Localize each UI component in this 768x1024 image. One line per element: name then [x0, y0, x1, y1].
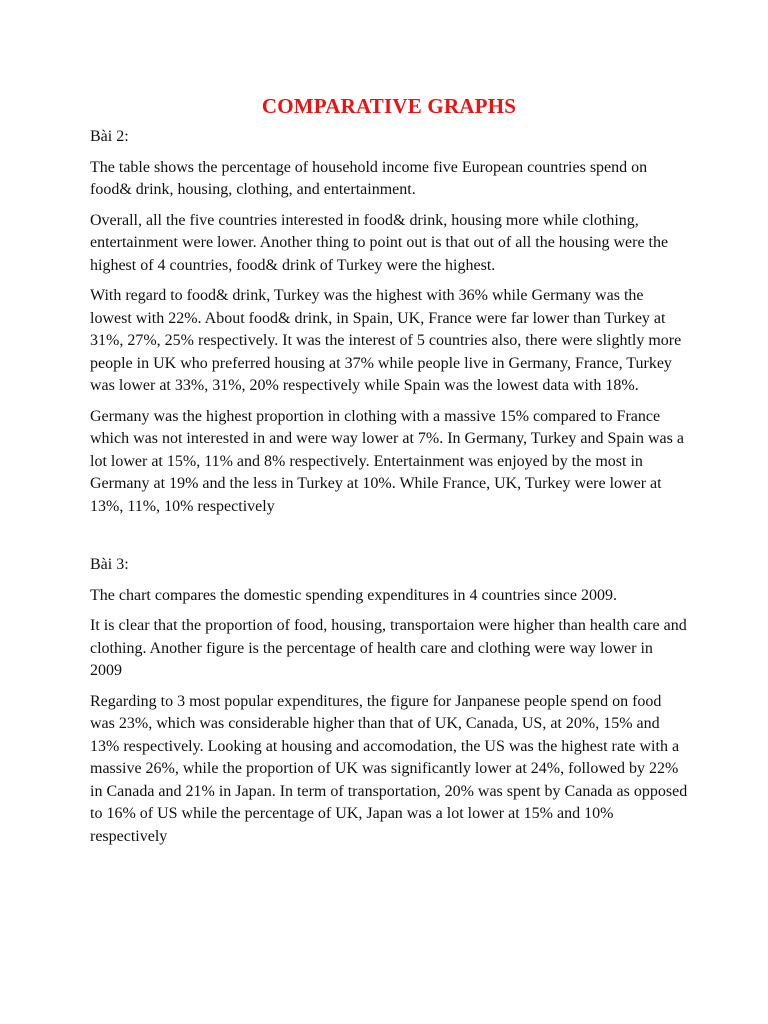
- paragraph: Germany was the highest proportion in clothing with a massive 15% compared to France which was not interested in and were way lower at 7%. In Germany, Turkey and Spain was a lot lower at 15%, 11% and 8% respectively. Entertainment was enjoyed by the most in Germany at 19% and the less in Turkey at 10%. While France, UK, Turkey were lower at 13%, 11%, 10% respectively: [90, 407, 684, 515]
- section-label: Bài 2:: [90, 128, 129, 145]
- paragraph: Regarding to 3 most popular expenditures, the figure for Janpanese people spend on food was 23%, which was considerable higher than that of UK, Canada, US, at 20%, 15% and 13% respectively. Looking at housing and accomodation, the US was the highest rate with a massive 26%, while the proportion of UK was significantly lower at 24%, followed by 22% in Canada and 21% in Japan. In term of transportation, 20% was spent by Canada as opposed to 16% of US while the percentage of UK, Japan was a lot lower at 15% and 10% respectively: [90, 692, 688, 845]
- section-bai-3: [90, 554, 688, 848]
- paragraph: Overall, all the five countries interested in food& drink, housing more while clothing, entertainment were lower. Another thing to point out is that out of all the housing were the highest of 4 countries, food& drink of Turkey were the highest.: [90, 211, 669, 274]
- paragraph: It is clear that the proportion of food, housing, transportaion were higher than health care and clothing. Another figure is the percentage of health care and clothing were way lower in 2009: [90, 617, 687, 679]
- paragraph: With regard to food& drink, Turkey was the highest with 36% while Germany was the lowest with 22%. About food& drink, in Spain, UK, France were far lower than Turkey at 31%, 27%, 25% respectively. It was the interest of 5 countries also, there were slightly more people in UK who preferred housing at 37% while people live in Germany, France, Turkey was lower at 33%, 31%, 20% respectively while Spain was the lowest data with 18%.: [90, 287, 682, 394]
- section-label: Bài 3:: [90, 556, 129, 573]
- paragraph: The table shows the percentage of household income five European countries spend on food& drink, housing, clothing, and entertainment.: [90, 158, 648, 198]
- section-bai-2: [90, 126, 688, 518]
- page-title: COMPARATIVE GRAPHS: [261, 94, 517, 118]
- paragraph: The chart compares the domestic spending expenditures in 4 countries since 2009.: [90, 586, 617, 604]
- section-spacer: [90, 526, 688, 554]
